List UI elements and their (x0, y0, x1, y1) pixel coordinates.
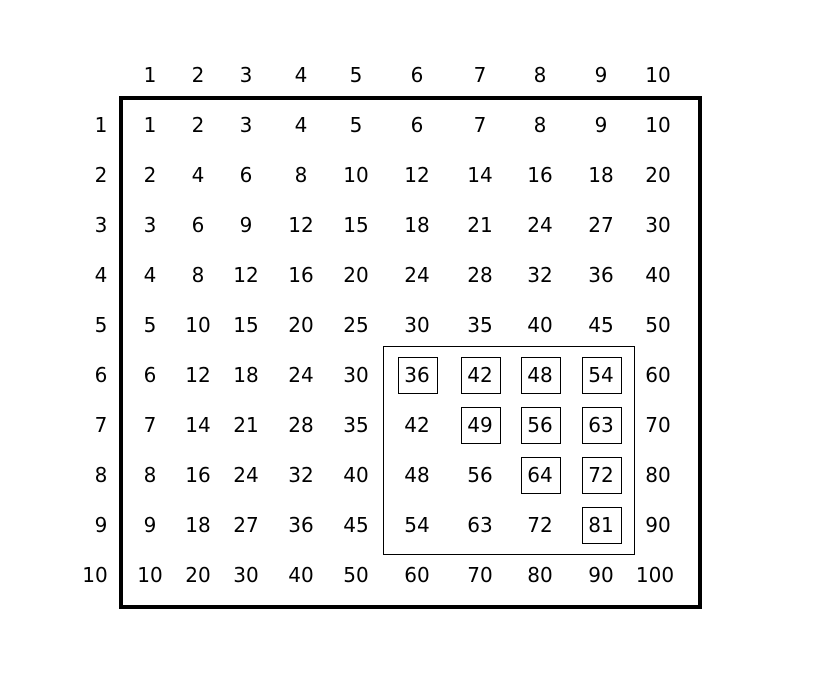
cell-box-frame (521, 357, 561, 394)
table-cell: 12 (288, 213, 314, 237)
table-cell: 30 (343, 363, 369, 387)
table-cell: 35 (343, 413, 369, 437)
table-cell: 63 (588, 413, 614, 437)
table-cell: 15 (343, 213, 369, 237)
row-header: 10 (82, 563, 108, 587)
table-cell: 14 (185, 413, 211, 437)
column-header: 2 (191, 63, 205, 87)
table-cell: 70 (467, 563, 493, 587)
table-cell: 54 (588, 363, 614, 387)
table-cell: 35 (467, 313, 493, 337)
column-header: 3 (239, 63, 253, 87)
table-cell: 6 (191, 213, 205, 237)
table-cell: 8 (294, 163, 308, 187)
row-header: 8 (94, 463, 108, 487)
column-header: 1 (143, 63, 157, 87)
column-header: 4 (294, 63, 308, 87)
table-cell: 36 (404, 363, 430, 387)
cell-box-frame (582, 407, 622, 444)
row-header: 3 (94, 213, 108, 237)
table-cell: 2 (143, 163, 157, 187)
cell-box-frame (582, 457, 622, 494)
table-cell: 8 (533, 113, 547, 137)
table-cell: 9 (594, 113, 608, 137)
table-cell: 4 (143, 263, 157, 287)
column-header: 8 (533, 63, 547, 87)
table-cell: 28 (288, 413, 314, 437)
table-cell: 40 (527, 313, 553, 337)
cell-box-frame (461, 407, 501, 444)
table-cell: 18 (404, 213, 430, 237)
cell-box-frame (398, 357, 438, 394)
table-cell: 50 (645, 313, 671, 337)
table-cell: 90 (645, 513, 671, 537)
table-cell: 24 (288, 363, 314, 387)
table-cell: 12 (404, 163, 430, 187)
table-cell: 60 (404, 563, 430, 587)
table-cell: 1 (143, 113, 157, 137)
table-cell: 20 (645, 163, 671, 187)
table-cell: 4 (294, 113, 308, 137)
table-cell: 3 (239, 113, 253, 137)
table-cell: 24 (404, 263, 430, 287)
table-cell: 72 (588, 463, 614, 487)
table-cell: 48 (404, 463, 430, 487)
table-cell: 18 (185, 513, 211, 537)
table-cell: 42 (467, 363, 493, 387)
table-cell: 54 (404, 513, 430, 537)
table-cell: 16 (527, 163, 553, 187)
table-cell: 80 (645, 463, 671, 487)
table-cell: 27 (588, 213, 614, 237)
column-header: 9 (594, 63, 608, 87)
table-cell: 48 (527, 363, 553, 387)
table-cell: 6 (410, 113, 424, 137)
row-header: 9 (94, 513, 108, 537)
table-cell: 10 (185, 313, 211, 337)
table-cell: 20 (288, 313, 314, 337)
table-cell: 30 (404, 313, 430, 337)
table-cell: 7 (143, 413, 157, 437)
table-cell: 24 (527, 213, 553, 237)
table-cell: 7 (473, 113, 487, 137)
column-header: 5 (349, 63, 363, 87)
cell-box-frame (521, 407, 561, 444)
table-cell: 25 (343, 313, 369, 337)
table-cell: 28 (467, 263, 493, 287)
table-cell: 70 (645, 413, 671, 437)
row-header: 2 (94, 163, 108, 187)
table-cell: 5 (349, 113, 363, 137)
table-cell: 6 (239, 163, 253, 187)
table-cell: 81 (588, 513, 614, 537)
table-cell: 32 (288, 463, 314, 487)
table-cell: 15 (233, 313, 259, 337)
table-cell: 40 (343, 463, 369, 487)
table-cell: 32 (527, 263, 553, 287)
table-cell: 30 (233, 563, 259, 587)
column-header: 10 (645, 63, 671, 87)
table-cell: 9 (239, 213, 253, 237)
table-cell: 36 (288, 513, 314, 537)
table-cell: 80 (527, 563, 553, 587)
table-cell: 63 (467, 513, 493, 537)
table-cell: 20 (185, 563, 211, 587)
table-cell: 30 (645, 213, 671, 237)
table-cell: 45 (343, 513, 369, 537)
cell-box-frame (461, 357, 501, 394)
table-cell: 12 (233, 263, 259, 287)
table-cell: 45 (588, 313, 614, 337)
table-cell: 10 (137, 563, 163, 587)
table-cell: 64 (527, 463, 553, 487)
table-cell: 8 (143, 463, 157, 487)
table-cell: 42 (404, 413, 430, 437)
table-cell: 27 (233, 513, 259, 537)
table-cell: 21 (233, 413, 259, 437)
table-cell: 14 (467, 163, 493, 187)
table-cell: 100 (635, 563, 675, 587)
row-header: 6 (94, 363, 108, 387)
table-cell: 21 (467, 213, 493, 237)
table-cell: 16 (288, 263, 314, 287)
row-header: 5 (94, 313, 108, 337)
table-cell: 56 (527, 413, 553, 437)
table-cell: 56 (467, 463, 493, 487)
table-cell: 3 (143, 213, 157, 237)
table-cell: 18 (233, 363, 259, 387)
table-cell: 36 (588, 263, 614, 287)
column-header: 7 (473, 63, 487, 87)
table-cell: 16 (185, 463, 211, 487)
table-cell: 60 (645, 363, 671, 387)
table-cell: 20 (343, 263, 369, 287)
table-cell: 6 (143, 363, 157, 387)
row-header: 1 (94, 113, 108, 137)
column-header: 6 (410, 63, 424, 87)
cell-box-frame (582, 507, 622, 544)
table-cell: 5 (143, 313, 157, 337)
table-cell: 49 (467, 413, 493, 437)
table-cell: 50 (343, 563, 369, 587)
table-cell: 72 (527, 513, 553, 537)
table-cell: 9 (143, 513, 157, 537)
table-cell: 40 (645, 263, 671, 287)
table-cell: 8 (191, 263, 205, 287)
table-cell: 18 (588, 163, 614, 187)
cell-box-frame (521, 457, 561, 494)
row-header: 7 (94, 413, 108, 437)
table-cell: 2 (191, 113, 205, 137)
table-cell: 4 (191, 163, 205, 187)
table-cell: 10 (343, 163, 369, 187)
table-cell: 12 (185, 363, 211, 387)
table-cell: 10 (645, 113, 671, 137)
table-cell: 90 (588, 563, 614, 587)
table-cell: 40 (288, 563, 314, 587)
row-header: 4 (94, 263, 108, 287)
table-cell: 24 (233, 463, 259, 487)
cell-box-frame (582, 357, 622, 394)
